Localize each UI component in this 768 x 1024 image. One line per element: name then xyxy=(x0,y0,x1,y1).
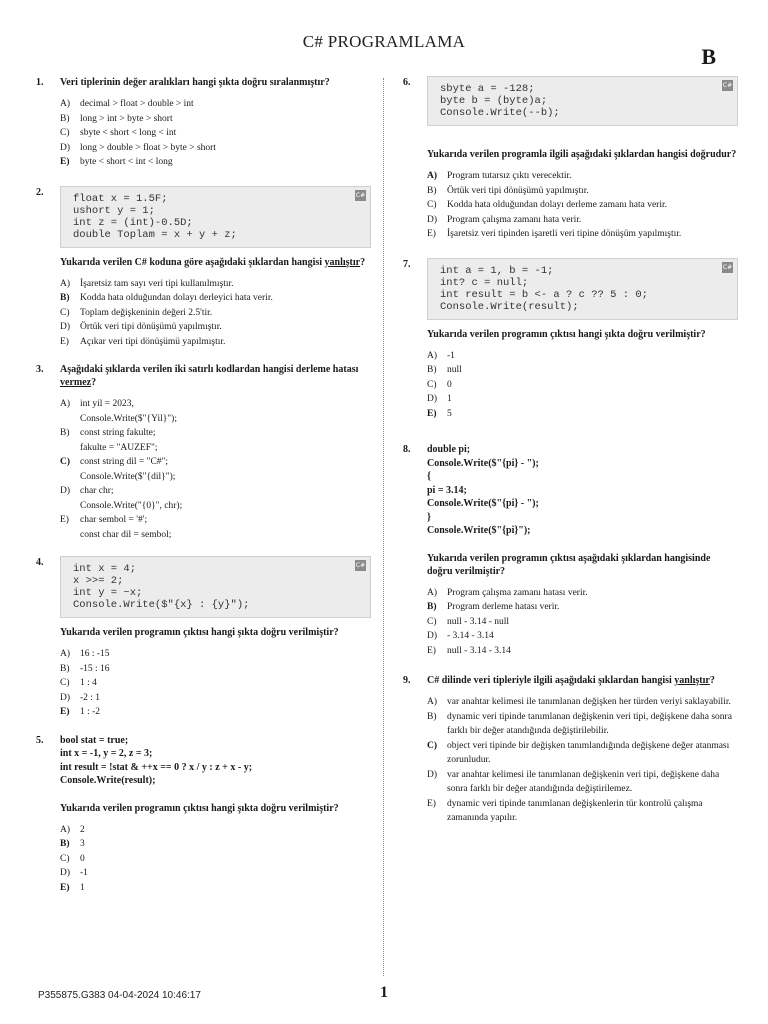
option-b[interactable] xyxy=(427,600,738,615)
question-number: 5. xyxy=(36,734,44,746)
stem-end: ? xyxy=(709,675,715,686)
option-text: Örtük veri tipi dönüşümü yapılmıştır. xyxy=(80,322,222,332)
question-number: 6. xyxy=(403,77,411,88)
option-letter: A) xyxy=(427,171,438,181)
option-letter: A) xyxy=(427,697,438,707)
question-3 xyxy=(36,363,371,542)
csharp-icon: C# xyxy=(355,562,366,569)
option-text: long > double > float > byte > short xyxy=(80,142,216,153)
footer-code: P355875.G383 04-04-2024 10:46:17 xyxy=(38,990,201,1001)
option-a[interactable] xyxy=(60,277,371,292)
option-text: 1 xyxy=(80,882,85,893)
option-letter: B) xyxy=(60,113,70,124)
question-8 xyxy=(403,443,738,658)
options-list xyxy=(427,586,738,659)
code-line: } xyxy=(427,511,431,523)
option-letter: E) xyxy=(60,882,70,893)
code-block xyxy=(60,186,371,248)
option-letter: A) xyxy=(427,587,438,598)
code-text: int a = 1, b = -1; int? c = null; int result = b <- a ? c ?? 5 : 0; Console.Write(result); xyxy=(440,264,648,313)
code-line: Console.Write($"{pi}"); xyxy=(427,525,531,536)
question-stem: Veri tiplerinin değer aralıkları hangi şıkta doğru sıralanmıştır? xyxy=(60,77,330,88)
option-letter: E) xyxy=(427,408,437,419)
option-letter: A) xyxy=(60,824,71,835)
option-letter: D) xyxy=(60,868,71,878)
option-line-1: int yil = 2023, xyxy=(80,399,134,409)
booklet-letter: B xyxy=(701,44,716,69)
option-line-2: const char dil = sembol; xyxy=(80,529,172,540)
option-c[interactable] xyxy=(427,739,738,768)
option-text: Örtük veri tipi dönüşümü yapılmıştır. xyxy=(447,185,589,196)
option-letter: E) xyxy=(60,707,70,717)
code-lines xyxy=(427,443,738,538)
stem-text: Yukarıda verilen C# koduna göre aşağıdaki şıklardan hangisi xyxy=(60,256,325,268)
option-text: İşaretsiz veri tipinden işaretli veri tipine dönüşüm yapılmıştır. xyxy=(447,229,682,239)
option-letter: C) xyxy=(60,853,70,864)
question-stem xyxy=(427,674,738,687)
options-list xyxy=(427,695,738,826)
option-a[interactable] xyxy=(427,169,738,184)
option-d[interactable] xyxy=(427,213,738,228)
options-list xyxy=(60,647,371,720)
option-e[interactable] xyxy=(60,881,371,896)
option-a[interactable] xyxy=(60,397,371,426)
option-b[interactable] xyxy=(427,710,738,739)
option-text: 3 xyxy=(80,839,85,849)
option-a[interactable] xyxy=(60,97,371,112)
option-line-1: const string dil = "C#"; xyxy=(80,457,169,467)
question-7 xyxy=(403,258,738,422)
option-text: null xyxy=(447,365,462,375)
option-text: Program tutarsız çıktı verecektir. xyxy=(447,171,572,181)
option-letter: D) xyxy=(60,142,71,153)
question-stem: Yukarıda verilen programın çıktısı aşağıdaki şıklardan hangisinde doğru verilmiştir? xyxy=(427,552,711,577)
stem-end: ? xyxy=(91,377,97,388)
option-letter: C) xyxy=(427,200,437,210)
option-letter: D) xyxy=(427,631,438,641)
csharp-icon: C# xyxy=(722,263,733,271)
question-4 xyxy=(36,556,371,720)
option-line-2: fakulte = "AUZEF"; xyxy=(80,442,158,453)
question-number: 7. xyxy=(403,258,411,270)
right-column xyxy=(403,76,738,826)
option-letter: C) xyxy=(427,379,437,390)
left-column xyxy=(36,76,371,895)
option-line-2: Console.Write($"{dil}"); xyxy=(80,471,176,482)
option-line-1: char sembol = '#'; xyxy=(80,515,148,525)
option-a[interactable] xyxy=(427,695,738,710)
option-letter: B) xyxy=(60,293,70,303)
option-text: - 3.14 - 3.14 xyxy=(447,631,494,641)
option-e[interactable] xyxy=(60,705,371,720)
code-lines xyxy=(60,734,371,788)
option-text: Toplam değişkeninin değeri 2.5'tir. xyxy=(80,307,213,318)
question-number: 2. xyxy=(36,186,44,198)
option-text: var anahtar kelimesi ile tanımlanan değişkenin veri tipi, değişkene daha sonra farklı bir değer atandığında değiştirilemez. xyxy=(447,769,720,794)
option-a[interactable] xyxy=(427,349,738,364)
code-block xyxy=(60,556,371,618)
options-list xyxy=(427,169,738,242)
option-line-1: char chr; xyxy=(80,486,114,496)
option-letter: A) xyxy=(60,278,71,289)
option-line-1: const string fakulte; xyxy=(80,428,156,438)
code-text: int x = 4; x >>= 2; int y = ~x; Console.Write($"{x} : {y}"); xyxy=(73,563,250,611)
question-stem xyxy=(60,363,371,389)
option-b[interactable] xyxy=(60,291,371,306)
stem-underlined: vermez xyxy=(60,377,92,388)
option-text: -1 xyxy=(447,350,455,361)
option-letter: D) xyxy=(60,692,71,703)
question-number: 4. xyxy=(36,557,44,568)
option-text: 5 xyxy=(447,408,452,419)
page-number: 1 xyxy=(380,984,388,1001)
option-text: 1 : 4 xyxy=(80,678,97,688)
code-line: { xyxy=(427,471,431,482)
option-letter: B) xyxy=(427,365,437,375)
option-line-2: Console.Write($"{Yil}"); xyxy=(80,413,177,424)
options-list xyxy=(60,97,371,170)
option-letter: B) xyxy=(60,839,70,849)
option-d[interactable] xyxy=(427,392,738,407)
option-letter: E) xyxy=(427,229,436,239)
stem-text: Aşağıdaki şıklarda verilen iki satırlı kodlardan hangisi derleme hatası xyxy=(60,364,359,375)
option-letter: C) xyxy=(60,307,70,318)
option-text: 1 xyxy=(447,394,452,404)
option-text: dynamic veri tipinde tanımlanan değişkenlerin tür kontrolü çalışma zamanında yapılır. xyxy=(447,798,703,823)
option-e[interactable] xyxy=(427,797,738,826)
option-text: 2 xyxy=(80,824,85,835)
option-letter: B) xyxy=(427,185,437,196)
option-letter: C) xyxy=(427,740,438,751)
csharp-icon: C# xyxy=(722,82,733,89)
code-line: int x = -1, y = 2, z = 3; xyxy=(60,748,153,759)
option-text: 16 : -15 xyxy=(80,649,110,659)
option-text: -15 : 16 xyxy=(80,663,110,674)
option-c[interactable] xyxy=(427,198,738,213)
option-text: Kodda hata olduğundan dolayı derleyici hata verir. xyxy=(80,293,273,303)
option-letter: E) xyxy=(60,157,70,167)
option-text: Açıkar veri tipi dönüşümü yapılmıştır. xyxy=(80,336,226,347)
option-b[interactable] xyxy=(60,426,371,455)
option-b[interactable] xyxy=(427,184,738,199)
options-list xyxy=(60,397,371,542)
question-2 xyxy=(36,186,371,350)
question-stem: Yukarıda verilen programın çıktısı hangi şıkta doğru verilmiştir? xyxy=(60,802,339,814)
stem-end: ? xyxy=(360,256,366,268)
options-list xyxy=(427,349,738,422)
option-text: 0 xyxy=(447,379,452,390)
option-letter: A) xyxy=(60,399,71,409)
code-line: int result = !stat & ++x == 0 ? x / y : z + x - y; xyxy=(60,761,253,773)
option-letter: C) xyxy=(60,128,70,138)
stem-underlined: yanlıştır xyxy=(324,256,361,268)
option-e[interactable] xyxy=(427,644,738,659)
option-c[interactable] xyxy=(60,455,371,484)
question-1 xyxy=(36,76,371,170)
option-a[interactable] xyxy=(60,823,371,838)
options-list xyxy=(60,823,371,896)
option-text: -2 : 1 xyxy=(80,692,101,703)
option-letter: D) xyxy=(60,486,71,496)
option-e[interactable] xyxy=(60,513,371,542)
option-b[interactable] xyxy=(60,662,371,677)
option-d[interactable] xyxy=(427,629,738,644)
option-letter: A) xyxy=(427,350,438,361)
column-divider xyxy=(383,78,384,976)
option-text: null - 3.14 - 3.14 xyxy=(447,645,511,656)
question-stem: Yukarıda verilen programın çıktısı hangi şıkta doğru verilmiştir? xyxy=(60,627,339,638)
option-a[interactable] xyxy=(427,586,738,601)
option-e[interactable] xyxy=(427,227,738,242)
option-text: decimal > float > double > int xyxy=(80,99,194,109)
option-letter: D) xyxy=(427,394,438,404)
code-block xyxy=(427,258,738,320)
option-d[interactable] xyxy=(60,691,371,706)
option-d[interactable] xyxy=(427,768,738,797)
option-text: Program derleme hatası verir. xyxy=(447,602,560,612)
option-letter: B) xyxy=(427,602,437,612)
question-number: 8. xyxy=(403,444,411,455)
code-line: Console.Write(result); xyxy=(60,775,156,786)
option-letter: D) xyxy=(427,769,438,780)
question-number: 1. xyxy=(36,77,44,88)
option-text: long > int > byte > short xyxy=(80,113,173,124)
question-6 xyxy=(403,76,738,242)
option-text: 1 : -2 xyxy=(80,707,101,717)
option-text: var anahtar kelimesi ile tanımlanan değişken her türden veriyi saklayabilir. xyxy=(447,697,731,707)
option-letter: C) xyxy=(427,616,437,627)
option-text: Program çalışma zamanı hata verir. xyxy=(447,214,582,225)
option-text: 0 xyxy=(80,853,85,864)
option-letter: A) xyxy=(60,649,71,659)
code-line: Console.Write($"{pi} - "); xyxy=(427,457,539,469)
option-letter: B) xyxy=(427,711,437,722)
option-letter: E) xyxy=(60,336,69,347)
option-e[interactable] xyxy=(427,407,738,422)
option-text: İşaretsiz tam sayı veri tipi kullanılmıştır. xyxy=(80,278,234,289)
option-text: -1 xyxy=(80,868,88,878)
option-c[interactable] xyxy=(60,676,371,691)
option-letter: E) xyxy=(60,515,69,525)
option-text: object veri tipinde bir değişken tanımlandığında değişkene değer atanması zorunludur. xyxy=(447,740,730,765)
option-d[interactable] xyxy=(60,484,371,513)
option-c[interactable] xyxy=(60,126,371,141)
option-d[interactable] xyxy=(60,866,371,881)
code-line: pi = 3.14; xyxy=(427,484,467,496)
option-text: null - 3.14 - null xyxy=(447,616,510,627)
question-9 xyxy=(403,674,738,826)
code-line: bool stat = true; xyxy=(60,734,129,746)
question-stem xyxy=(60,256,371,269)
csharp-icon: C# xyxy=(355,191,366,199)
option-letter: A) xyxy=(60,99,71,109)
question-number: 9. xyxy=(403,675,411,686)
option-c[interactable] xyxy=(427,615,738,630)
option-text: sbyte < short < long < int xyxy=(80,128,177,138)
option-letter: E) xyxy=(427,798,436,809)
option-line-2: Console.Write("{0}", chr); xyxy=(80,500,183,511)
option-text: Kodda hata olduğundan dolayı derleme zamanı hata verir. xyxy=(447,200,668,210)
option-e[interactable] xyxy=(60,155,371,170)
option-letter: C) xyxy=(60,678,70,688)
code-text: sbyte a = -128; byte b = (byte)a; Console.Write(--b); xyxy=(440,83,560,119)
code-block xyxy=(427,76,738,126)
option-a[interactable] xyxy=(60,647,371,662)
option-text: dynamic veri tipinde tanımlanan değişkenin veri tipi, değişkene daha sonra farklı bir değer atandığında değiştirilebilir. xyxy=(447,711,732,736)
code-line: double pi; xyxy=(427,444,471,455)
option-letter: B) xyxy=(60,663,70,674)
option-b[interactable] xyxy=(60,112,371,127)
option-letter: D) xyxy=(427,214,438,225)
options-list xyxy=(60,277,371,350)
option-letter: C) xyxy=(60,457,71,467)
question-stem: Yukarıda verilen programla ilgili aşağıdaki şıklardan hangisi doğrudur? xyxy=(427,149,737,160)
option-b[interactable] xyxy=(60,837,371,852)
page-title: C# PROGRAMLAMA xyxy=(302,32,466,51)
option-d[interactable] xyxy=(60,141,371,156)
option-e[interactable] xyxy=(60,335,371,350)
option-text: byte < short < int < long xyxy=(80,157,173,167)
option-c[interactable] xyxy=(427,378,738,393)
option-letter: B) xyxy=(60,428,70,438)
option-b[interactable] xyxy=(427,363,738,378)
question-number: 3. xyxy=(36,364,44,375)
option-text: Program çalışma zamanı hatası verir. xyxy=(447,587,588,598)
option-d[interactable] xyxy=(60,320,371,335)
code-text: float x = 1.5F; ushort y = 1; int z = (int)-0.5D; double Toplam = x + y + z; xyxy=(73,192,237,241)
option-letter: E) xyxy=(427,645,436,656)
question-stem: Yukarıda verilen programın çıktısı hangi şıkta doğru verilmiştir? xyxy=(427,328,706,340)
question-5 xyxy=(36,734,371,896)
stem-underlined: yanlıştır xyxy=(674,675,710,686)
code-line: Console.Write($"{pi} - "); xyxy=(427,498,539,509)
stem-text: C# dilinde veri tipleriyle ilgili aşağıdaki şıklardan hangisi xyxy=(427,675,675,686)
option-c[interactable] xyxy=(60,852,371,867)
option-c[interactable] xyxy=(60,306,371,321)
option-letter: D) xyxy=(60,322,71,332)
